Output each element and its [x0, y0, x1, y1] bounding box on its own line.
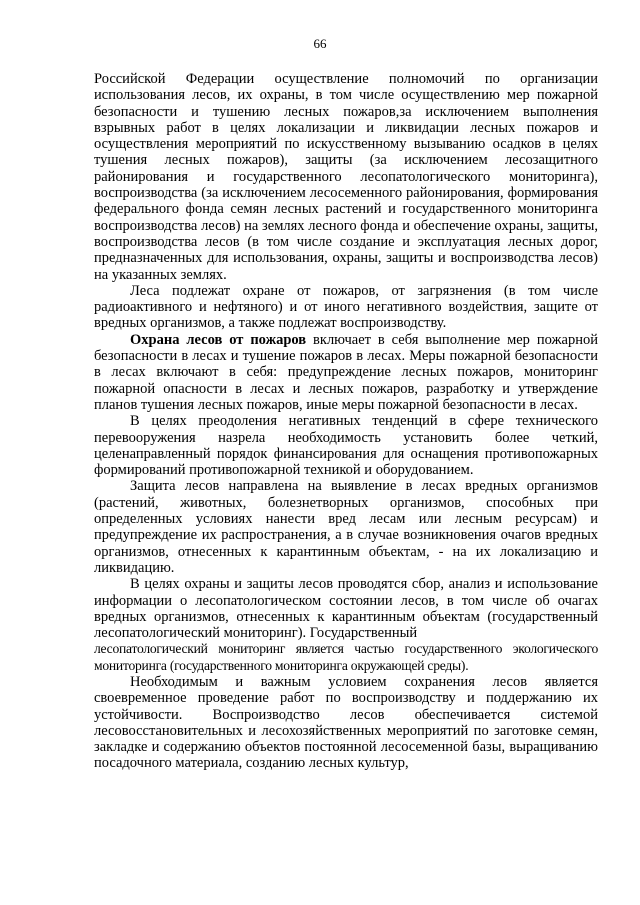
paragraph-5: Защита лесов направлена на выявление в лесах вредных организмов (растений, животных, болезнетворных организмов, способных при определенных условиях нанести вред лесам или лесным ресурсам) и предупреждение их распространения, а в случае возникновения очагов вредных организмов, отнесенных к карантинным объектам, - на их локализацию и ликвидацию. [94, 478, 598, 576]
paragraph-6: В целях охраны и защиты лесов проводятся сбор, анализ и использование информации о лесопатологическом состоянии лесов, в том числе об очагах вредных организмов, отнесенных к карантинным объектам (государственный лесопатологический мониторинг). Государственный [94, 576, 598, 642]
paragraph-3-bold-lead: Охрана лесов от пожаров [130, 331, 307, 348]
paragraph-2: Леса подлежат охране от пожаров, от загрязнения (в том числе радиоактивного и нефтяного) и от иного негативного воздействия, защите от вредных организмов, а также подлежат воспроизводству. [94, 282, 598, 332]
paragraph-6-continuation: лесопатологический мониторинг является частью государственного экологического мониторинга (государственного мониторинга окружающей среды). [94, 641, 598, 673]
paragraph-1: Российской Федерации осуществление полномочий по организации использования лесов, их охраны, в том числе осуществлению мер пожарной безопасности и тушению лесных пожаров,за исключением выполнения взрывных работ в целях локализации и ликвидации лесных пожаров и осуществления мероприятий по искусственному вызыванию осадков в целях тушения лесных пожаров), защиты (за исключением лесозащитного районирования и государственного лесопатологического мониторинга), воспроизводства (за исключением лесосеменного районирования, формирования федерального фонда семян лесных растений и государственного мониторинга воспроизводства лесов) на землях лесного фонда и обеспечение охраны, защиты, воспроизводства лесов (в том числе создание и эксплуатация лесных дорог, предназначенных для использования, охраны, защиты и воспроизводства лесов) на указанных землях. [94, 71, 598, 283]
paragraph-4: В целях преодоления негативных тенденций в сфере технического перевооружения назрела необходимость установить более четкий, целенаправленный порядок финансирования для оснащения противопожарных формирований противопожарной техникой и оборудованием. [94, 413, 598, 479]
body-text [94, 71, 598, 772]
paragraph-3-body: включает в себя выполнение мер пожарной безопасности в лесах и тушение пожаров в лесах. Меры пожарной безопасности в лесах включают в себя: предупреждение лесных пожаров, мониторинг пожарной опасности в лесах и лесных пожаров, разработку и утверждение планов тушения лесных пожаров, иные меры пожарной безопасности в лесах. [94, 331, 598, 413]
paragraph-3 [94, 332, 598, 413]
page-number: 66 [313, 36, 327, 51]
paragraph-7: Необходимым и важным условием сохранения лесов является своевременное проведение работ по воспроизводству и поддержанию их устойчивости. Воспроизводство лесов обеспечивается системой лесовосстановительных и лесохозяйственных мероприятий по заготовке семян, закладке и содержанию объектов постоянной лесосеменной базы, выращиванию посадочного материала, созданию лесных культур, [94, 673, 598, 772]
